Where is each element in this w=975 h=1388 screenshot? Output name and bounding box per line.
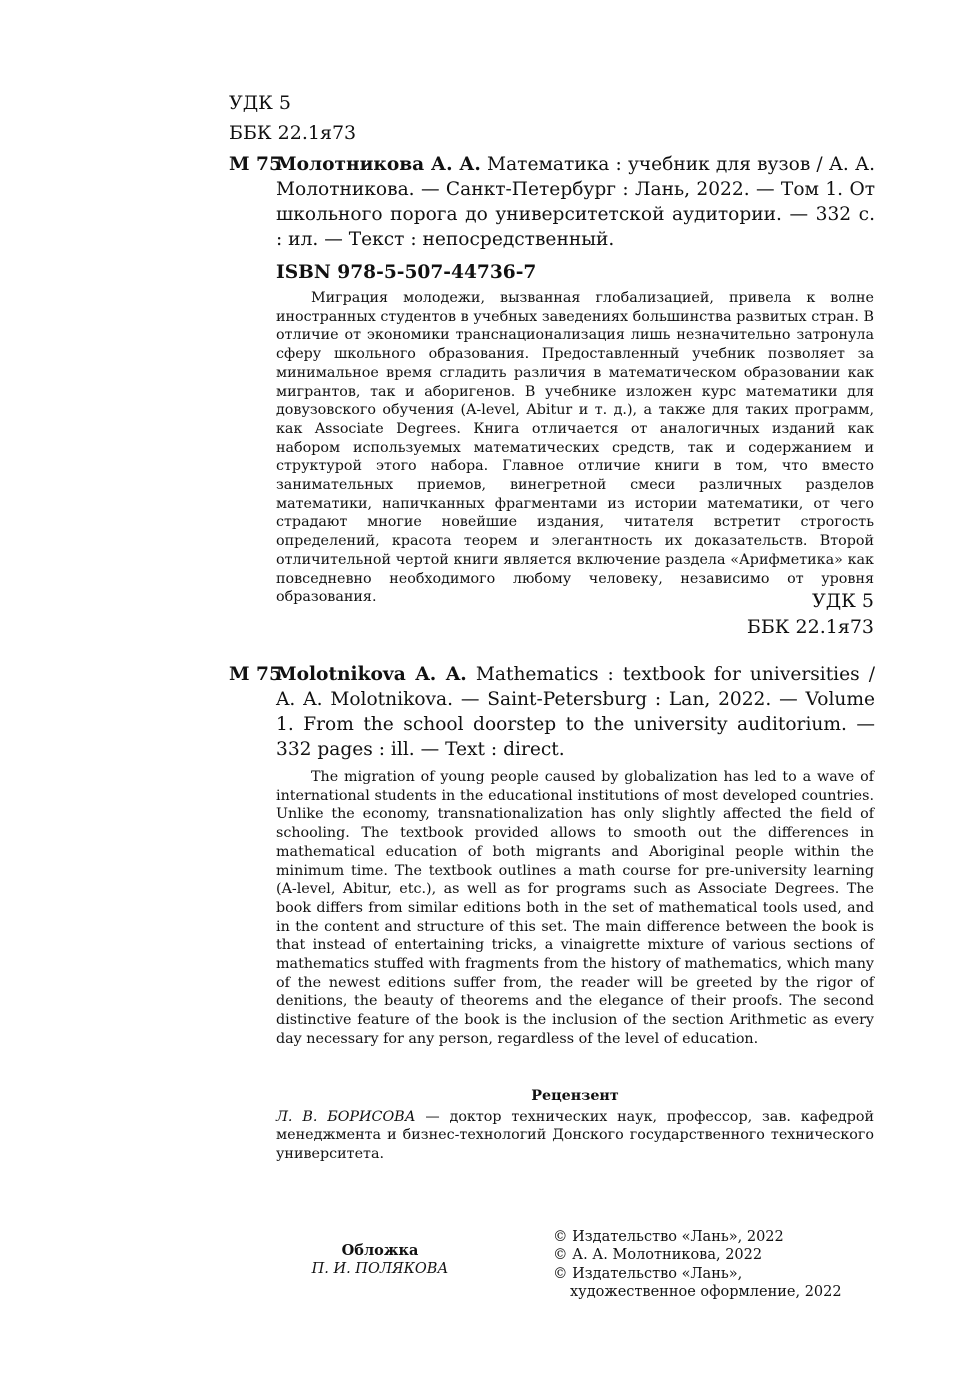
- copyright-block: [553, 1228, 842, 1301]
- ru-udk-code: УДК 5: [811, 590, 874, 612]
- ru-classification-codes: [747, 588, 874, 640]
- en-author-mark: M 75: [229, 664, 282, 685]
- ru-bibliographic-record: [276, 152, 875, 252]
- copyright-line: художественное оформление, 2022: [570, 1283, 842, 1300]
- en-record-text: Mathematics : textbook for universities / A. A. Molotnikova. — Saint-Petersburg : Lan, 2022. — Volume 1. From the school doorstep to the university auditorium. — 332 pages : ill. — Text : direct.: [276, 664, 875, 760]
- reviewer-name: Л. В. БОРИСОВА: [276, 1108, 416, 1125]
- cover-credit: [270, 1242, 490, 1278]
- reviewer-text: [276, 1108, 874, 1164]
- ru-bbk-code: ББК 22.1я73: [746, 616, 874, 638]
- reviewer-block: [276, 1087, 874, 1163]
- cover-designer: П. И. ПОЛЯКОВА: [311, 1261, 449, 1277]
- copyright-line: © Издательство «Лань», 2022: [553, 1229, 784, 1245]
- en-catalog-entry: [229, 662, 875, 762]
- en-bibliographic-record: [276, 662, 875, 762]
- ru-author: Молотникова А. А.: [276, 154, 481, 175]
- bbk-code: ББК 22.1я73: [229, 122, 357, 144]
- en-author: Molotnikova A. A.: [276, 664, 467, 685]
- isbn: ISBN 978-5-507-44736-7: [276, 262, 537, 283]
- copyright-line: © Издательство «Лань»,: [553, 1265, 743, 1282]
- ru-record-text: Математика : учебник для вузов / А. А. Молотникова. — Санкт-Петербург : Лань, 2022. — Том 1. От школьного порога до университетской аудитории. — 332 с. : ил. — Текст : непосредственный.: [276, 154, 875, 250]
- reviewer-heading: Рецензент: [531, 1088, 619, 1104]
- copyright-line: © А. А. Молотникова, 2022: [553, 1247, 763, 1264]
- ru-author-mark: М 75: [229, 154, 282, 175]
- en-abstract: The migration of young people caused by globalization has led to a wave of international students in the educational institutions of most developed countries. Unlike the economy, transnationalization has only slightly affected the field of schooling. The textbook provided allows to smooth out the differences in mathematical education of both migrants and Aboriginal people within the minimum time. The textbook outlines a math course for pre-university learning (A-level, Abitur, etc.), as well as for programs such as Associate Degrees. The book differs from similar editions both in the set of mathematical tools used, and in the content and structure of this set. The main difference between the book is that instead of entertaining tricks, a vinaigrette mixture of various sections of mathematics stuffed with fragments from the history of mathematics, which many of the newest editions suffer from, the reader will be greeted by the rigor of denitions, the beauty of theorems and the elegance of their proofs. The second distinctive feature of the book is the inclusion of the section Arithmetic as every day necessary for any person, regardless of the level of education.: [276, 769, 874, 1047]
- ru-catalog-entry: [229, 152, 875, 285]
- ru-abstract: Миграция молодежи, вызванная глобализацией, привела к волне иностранных студентов в учебных заведениях большинства развитых стран. В отличие от экономики транснационализация лишь незначительно затронула сферу школьного образования. Предоставленный учебник позволяет за минимальное время сгладить различия в математическом образовании как мигрантов, так и аборигенов. В учебнике изложен курс математики для довузовского обучения (A-level, Abitur и т. д.), а также для таких программ, как Associate Degrees. Книга отличается от аналогичных изданий как набором используемых математических средств, так и содержанием и структурой этого набора. Главное отличие книги в том, что вместо занимательных приемов, винегретной смеси различных разделов математики, напичканных фрагментами из истории математики, от чего страдают многие новейшие издания, читателя встретит строгость определений, красота теорем и элегантность их доказательств. Второй отличительной чертой книги является включение раздела «Арифметика» как повседневно необходимого любому человеку, независимо от уровня образования.: [276, 290, 874, 606]
- reviewer-credentials: — доктор технических наук, профессор, зав. кафедрой менеджмента и бизнес-технологий Донского государственного технического университета.: [276, 1108, 874, 1162]
- udk-code: УДК 5: [229, 92, 292, 114]
- cover-label: Обложка: [341, 1242, 419, 1259]
